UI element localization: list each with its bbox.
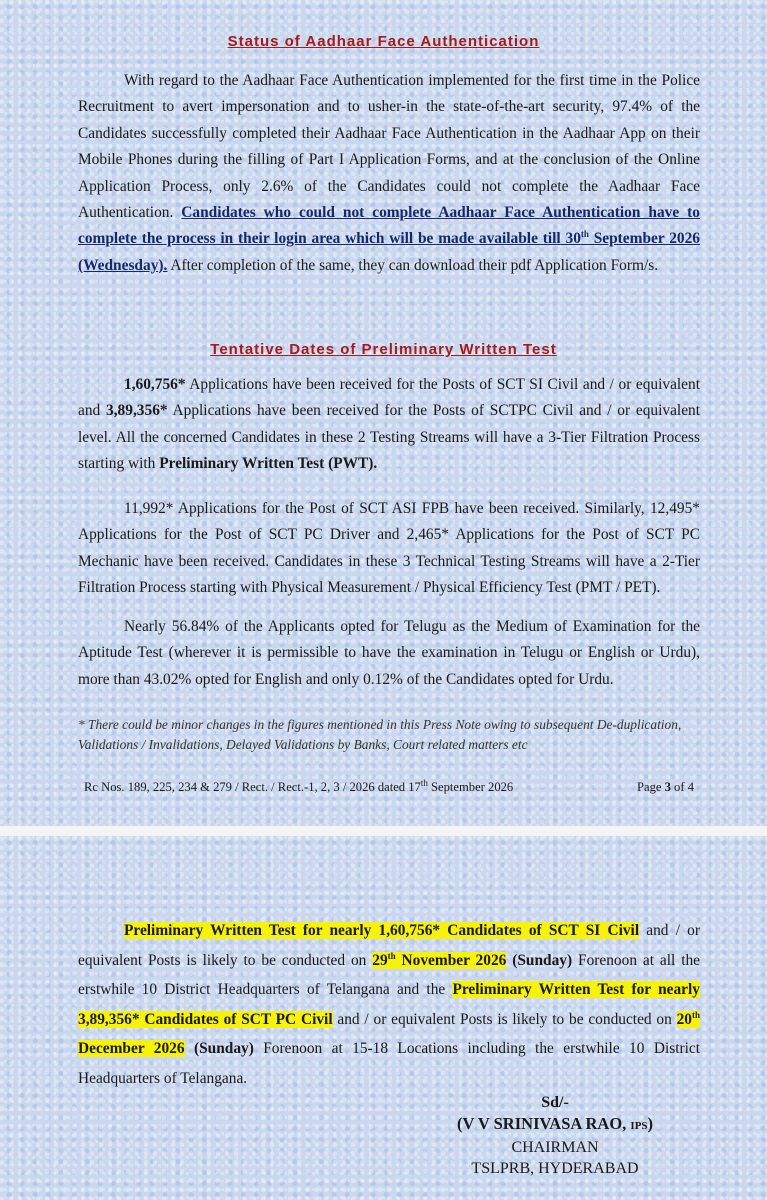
page-divider	[0, 826, 767, 836]
signatory-organization: TSLPRB, HYDERABAD	[471, 1160, 639, 1177]
pwt-p1-text-2: Applications have been received for the Posts of SCTPC Civil and / or equivalent level. All the concerned Candidates in these 2 Testing Streams will have a 3-Tier Filtration Process starting with	[78, 402, 700, 473]
pc-civil-highlight: Preliminary Written Test for nearly 3,89,356* Candidates of SCT PC Civil	[78, 981, 700, 1028]
aadhaar-text-1: With regard to the Aadhaar Face Authentication implemented for the first time in the Police Recruitment to avert impersonation and to usher-in the state-of-the-art security, 97.4% of the Candidates successfully completed their Aadhaar Face Authentication in the Aadhaar App on their Mobile Phones during the filling of Part I Application Forms, and at the conclusion of the Online Application Process, only 2.6% of the Candidates could not complete the Aadhaar Face Authentication.	[78, 72, 700, 222]
si-civil-highlight: Preliminary Written Test for nearly 1,60,756* Candidates of SCT SI Civil	[124, 922, 640, 939]
document-page-4	[0, 836, 767, 1200]
date-1-day: 29	[372, 951, 388, 969]
page-of: of 4	[670, 780, 694, 794]
page-label: Page	[636, 780, 665, 794]
pc-application-count: 3,89,356*	[106, 402, 168, 420]
aadhaar-text-2: After completion of the same, they can download their pdf Application Form/s.	[167, 256, 659, 274]
signatory-name	[430, 1113, 680, 1137]
signatory-title: CHAIRMAN	[511, 1139, 599, 1156]
pc-exam-day: (Sunday)	[184, 1040, 254, 1057]
aadhaar-emphasis-text: Candidates who could not complete Aadhaar Face Authentication have to complete the process in their login area which will be made available till 30	[78, 204, 700, 248]
aadhaar-paragraph	[78, 68, 700, 279]
ref-text-2: September 2026	[427, 780, 514, 794]
pwt-section-heading: Tentative Dates of Preliminary Written Test	[210, 341, 557, 358]
ref-text: Rc Nos. 189, 225, 234 & 279 / Rect. / Rect.-1, 2, 3 / 2026 dated 17	[84, 780, 421, 794]
pwt-paragraph-1	[78, 372, 700, 478]
pwt-paragraph-2: 11,992* Applications for the Post of SCT ASI FPB have been received. Similarly, 12,495* Applications for the Post of SCT PC Driver and 2,465* Applications for the Post of SCT PC Mechanic have been received. Candidates in these 3 Technical Testing Streams will have a 2-Tier Filtration Process starting with Physical Measurement / Physical Efficiency Test (PMT / PET).	[78, 500, 700, 597]
page-number	[637, 780, 694, 795]
page-footer	[84, 777, 694, 795]
date-1-rest: November 2026	[395, 951, 507, 969]
schedule-text-3: and / or equivalent Posts is likely to be conducted on	[332, 1010, 677, 1028]
schedule-text-1: and / or equivalent Posts is likely to be conducted on	[78, 922, 700, 969]
page-num: 3	[664, 780, 671, 794]
signatory-close: )	[647, 1114, 654, 1133]
signatory-ips: IPS	[630, 1120, 648, 1132]
si-exam-date	[372, 952, 506, 969]
reference-number	[84, 777, 514, 795]
date-2-sup: th	[691, 1009, 700, 1020]
signature-block	[430, 1092, 680, 1179]
si-application-count: 1,60,756*	[124, 376, 186, 393]
date-2-day: 20	[676, 1010, 692, 1028]
pwt-label: Preliminary Written Test (PWT).	[159, 455, 378, 473]
signature-sd: Sd/-	[541, 1094, 569, 1111]
signatory-name-text: (V V SRINIVASA RAO,	[456, 1114, 631, 1133]
date-1-sup: th	[387, 950, 396, 961]
schedule-text-2: Forenoon at all the erstwhile 10 District Headquarters of Telangana and the	[78, 951, 701, 998]
si-exam-day: (Sunday)	[506, 951, 573, 969]
pwt-schedule-paragraph	[78, 916, 700, 1093]
aadhaar-emphasis-sup: th	[580, 229, 589, 240]
pwt-paragraph-3: Nearly 56.84% of the Applicants opted for Telugu as the Medium of Examination for the Aptitude Test (wherever it is permissible to have the examination in Telugu or English or Urdu), more than 43.02% opted for English and only 0.12% of the Candidates opted for Urdu.	[78, 618, 700, 688]
pwt-p1-text-1: Applications have been received for the Posts of SCT SI Civil and / or equivalent and	[78, 376, 700, 420]
date-2-rest: December 2026	[78, 1040, 185, 1057]
disclaimer-note: * There could be minor changes in the figures mentioned in this Press Note owing to subsequent De-duplication, Validations / Invalidations, Delayed Validations by Banks, Court related matters etc	[78, 717, 682, 752]
schedule-text-4: Forenoon at 15-18 Locations including the erstwhile 10 District Headquarters of Telangana.	[78, 1040, 700, 1087]
aadhaar-emphasis-text-2: September 2026 (Wednesday).	[78, 230, 700, 274]
ref-sup: th	[420, 777, 428, 788]
aadhaar-section-heading: Status of Aadhaar Face Authentication	[227, 33, 540, 50]
